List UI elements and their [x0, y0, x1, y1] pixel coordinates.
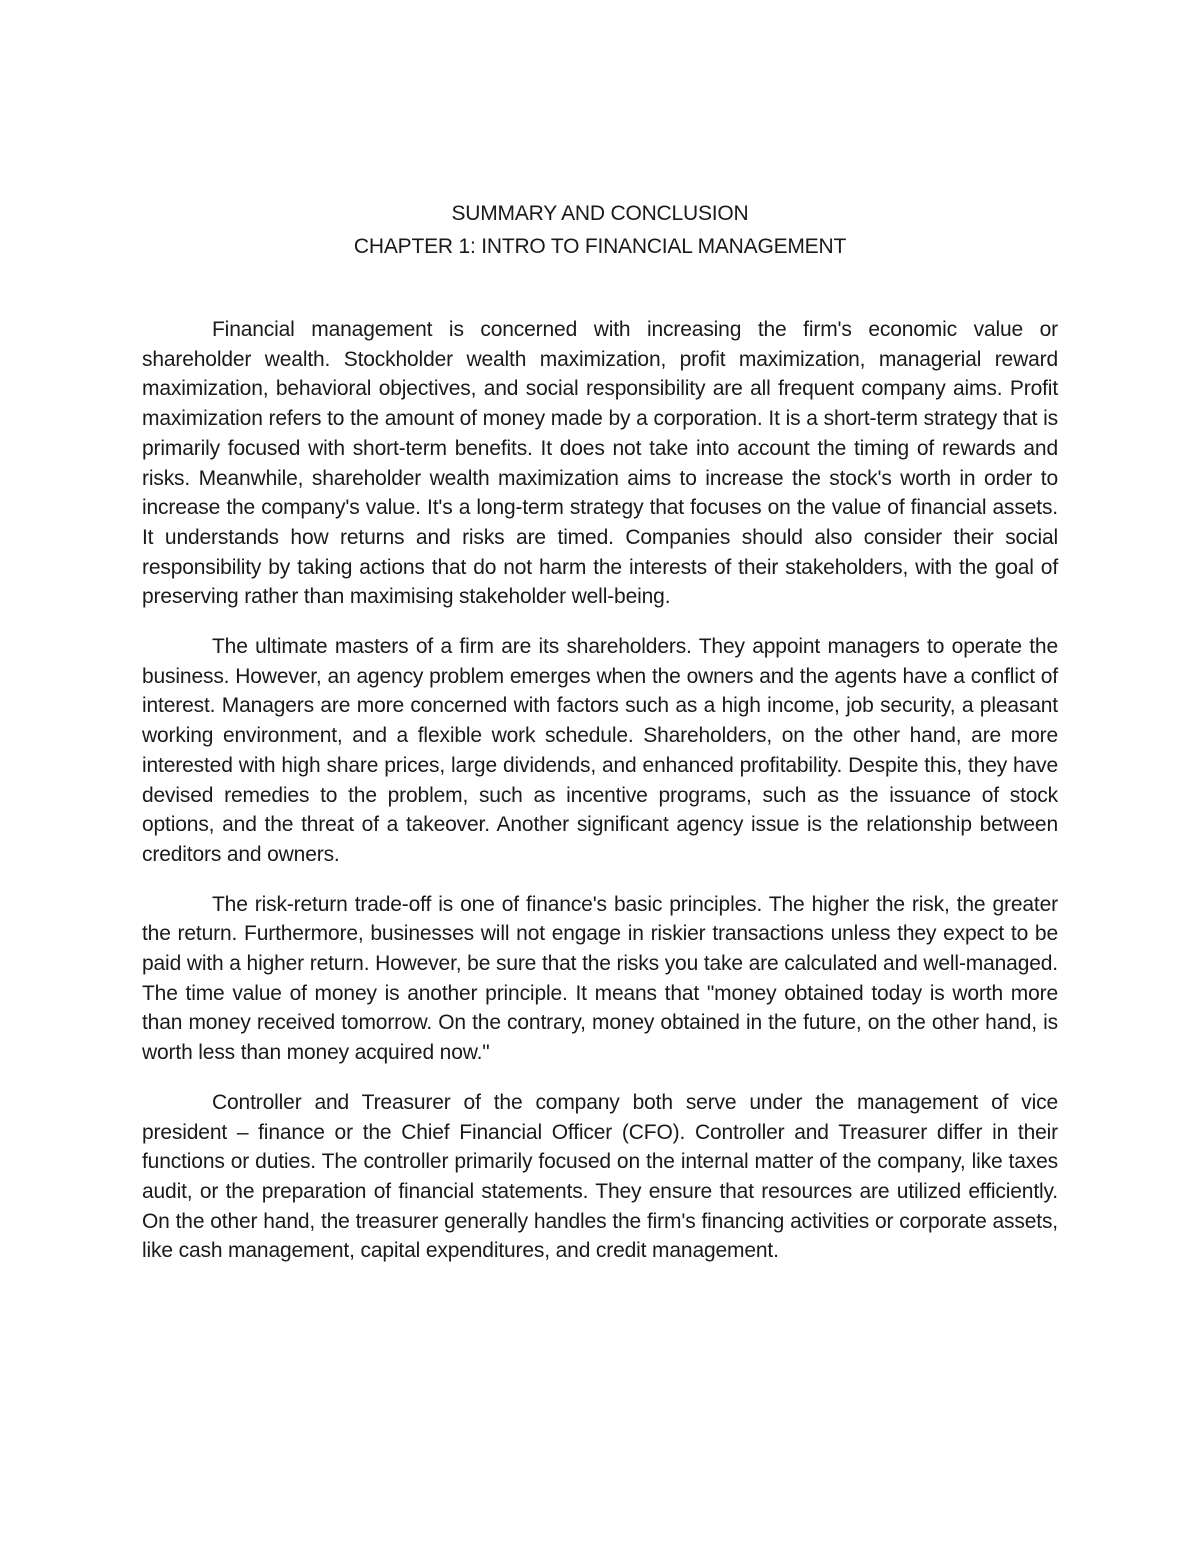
document-page	[142, 199, 1058, 1286]
paragraph-controller-treasurer: Controller and Treasurer of the company both serve under the management of vice president – finance or the Chief Financial Officer (CFO). Controller and Treasurer differ in their functions or duties. The controller primarily focused on the internal matter of the company, like taxes audit, or the preparation of financial statements. They ensure that resources are utilized efficiently. On the other hand, the treasurer generally handles the firm's financing activities or corporate assets, like cash management, capital expenditures, and credit management.	[142, 1090, 1058, 1263]
chapter-heading: CHAPTER 1: INTRO TO FINANCIAL MANAGEMENT	[353, 235, 847, 258]
paragraph-financial-management: Financial management is concerned with increasing the firm's economic value or shareholder wealth. Stockholder wealth maximization, profit maximization, managerial reward maximization, behavioral objectives, and social responsibility are all frequent company aims. Profit maximization refers to the amount of money made by a corporation. It is a short-term strategy that is primarily focused with short-term benefits. It does not take into account the timing of rewards and risks. Meanwhile, shareholder wealth maximization aims to increase the stock's worth in order to increase the company's value. It's a long-term strategy that focuses on the value of financial assets. It understands how returns and risks are timed. Companies should also consider their social responsibility by taking actions that do not harm the interests of their stakeholders, with the goal of preserving rather than maximising stakeholder well-being.	[142, 318, 1058, 609]
document-body	[142, 315, 1058, 1266]
document-title: SUMMARY AND CONCLUSION	[451, 202, 749, 225]
paragraph-risk-return: The risk-return trade-off is one of finance's basic principles. The higher the risk, the greater the return. Furthermore, businesses will not engage in riskier transactions unless they expect to be paid with a higher return. However, be sure that the risks you take are calculated and well-managed. The time value of money is another principle. It means that "money obtained today is worth more than money received tomorrow. On the contrary, money obtained in the future, on the other hand, is worth less than money acquired now."	[142, 892, 1058, 1065]
paragraph-agency-problem: The ultimate masters of a firm are its shareholders. They appoint managers to operate the business. However, an agency problem emerges when the owners and the agents have a conflict of interest. Managers are more concerned with factors such as a high income, job security, a pleasant working environment, and a flexible work schedule. Shareholders, on the other hand, are more interested with high share prices, large dividends, and enhanced profitability. Despite this, they have devised remedies to the problem, such as incentive programs, such as the issuance of stock options, and the threat of a takeover. Another significant agency issue is the relationship between creditors and owners.	[142, 635, 1058, 866]
